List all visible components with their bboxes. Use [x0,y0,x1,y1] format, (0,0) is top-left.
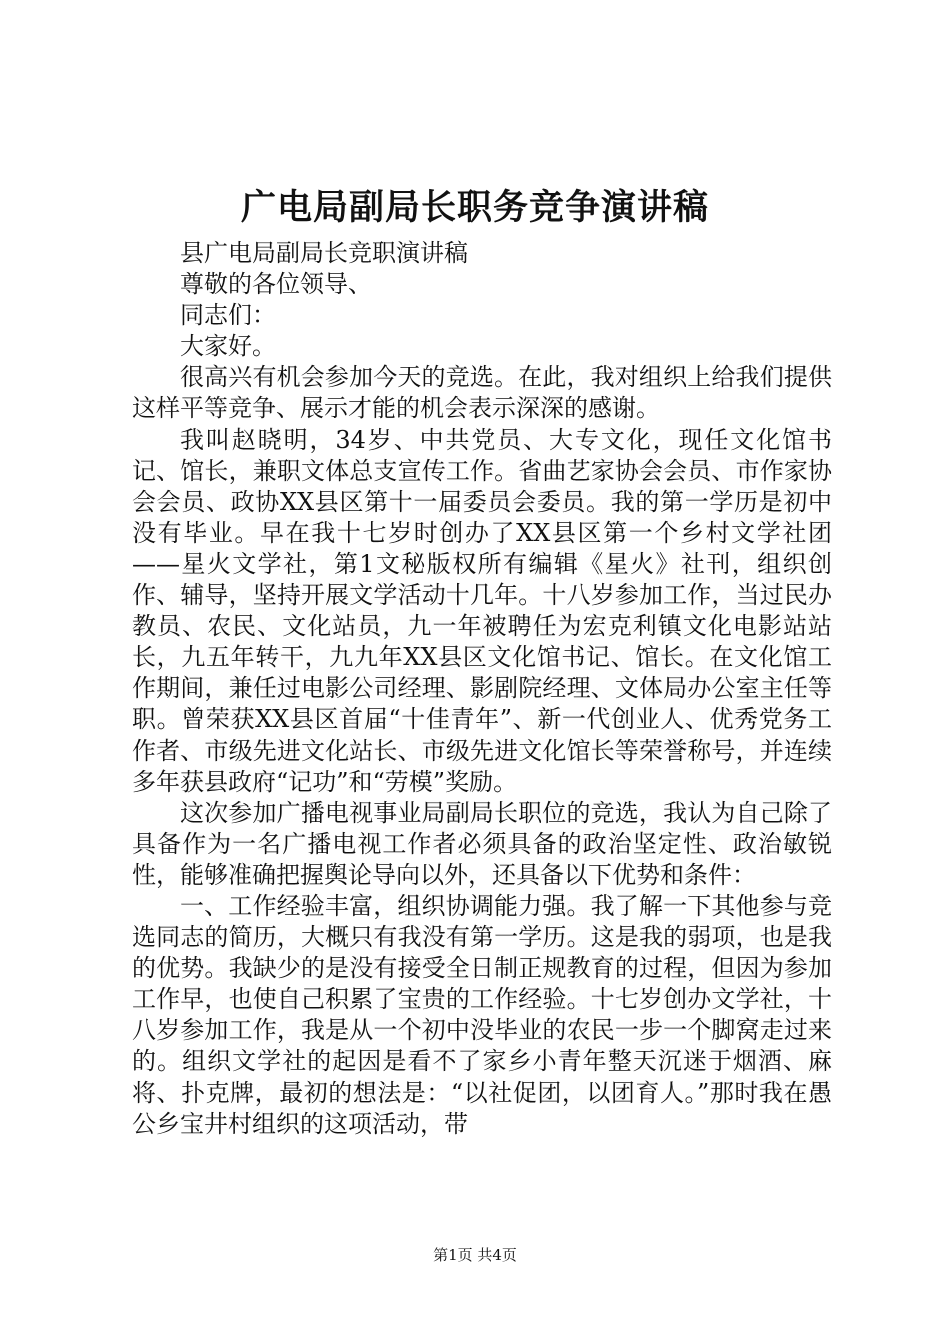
document-title: 广电局副局长职务竞争演讲稿 [240,187,709,228]
page-footer: 第1页 共4页 [433,1246,517,1264]
paragraph-experience: 一、工作经验丰富，组织协调能力强。我了解一下其他参与竞选同志的简历，大概只有我没有第一学历。这是我的弱项，也是我的优势。我缺少的是没有接受全日制正规教育的过程，但因为参加工作早，也使自己积累了宝贵的工作经验。十七岁创办文学社，十八岁参加工作，我是从一个初中没毕业的农民一步一个脚窝走过来的。组织文学社的起因是看不了家乡小青年整天沉迷于烟酒、麻将、扑克牌，最初的想法是：“以社促团，以团育人。”那时我在愚公乡宝井村组织的这项活动，带 [132,891,832,1138]
paragraph-introduction: 我叫赵晓明，34岁、中共党员、大专文化，现任文化馆书记、馆长，兼职文体总支宣传工作。省曲艺家协会会员、市作家协会会员、政协XX县区第十一届委员会委员。我的第一学历是初中没有毕业。早在我十七岁时创办了XX县区第一个乡村文学社团——星火文学社，第1文秘版权所有编辑《星火》社刊，组织创作、辅导，坚持开展文学活动十几年。十八岁参加工作，当过民办教员、农民、文化站员，九一年被聘任为宏克利镇文化电影站站长，九五年转干，九九年XX县区文化馆书记、馆长。在文化馆工作期间，兼任过电影公司经理、影剧院经理、文体局办公室主任等职。曾荣获XX县区首届“十佳青年”、新一代创业人、优秀党务工作者、市级先进文化站长、市级先进文化馆长等荣誉称号，并连续多年获县政府“记功”和“劳模”奖励。 [132,425,832,796]
paragraph-thanks: 很高兴有机会参加今天的竞选。在此，我对组织上给我们提供这样平等竞争、展示才能的机会表示深深的感谢。 [132,363,832,423]
paragraph-subtitle: 县广电局副局长竞职演讲稿 [180,239,468,267]
paragraph-greeting: 大家好。 [180,332,276,361]
document-body [132,238,832,1140]
paragraph-qualifications: 这次参加广播电视事业局副局长职位的竞选，我认为自己除了具备作为一名广播电视工作者必须具备的政治坚定性、政治敏锐性，能够准确把握舆论导向以外，还具备以下优势和条件： [132,798,832,889]
paragraph-salutation-2: 同志们： [180,301,276,330]
paragraph-salutation: 尊敬的各位领导、 [180,270,372,299]
